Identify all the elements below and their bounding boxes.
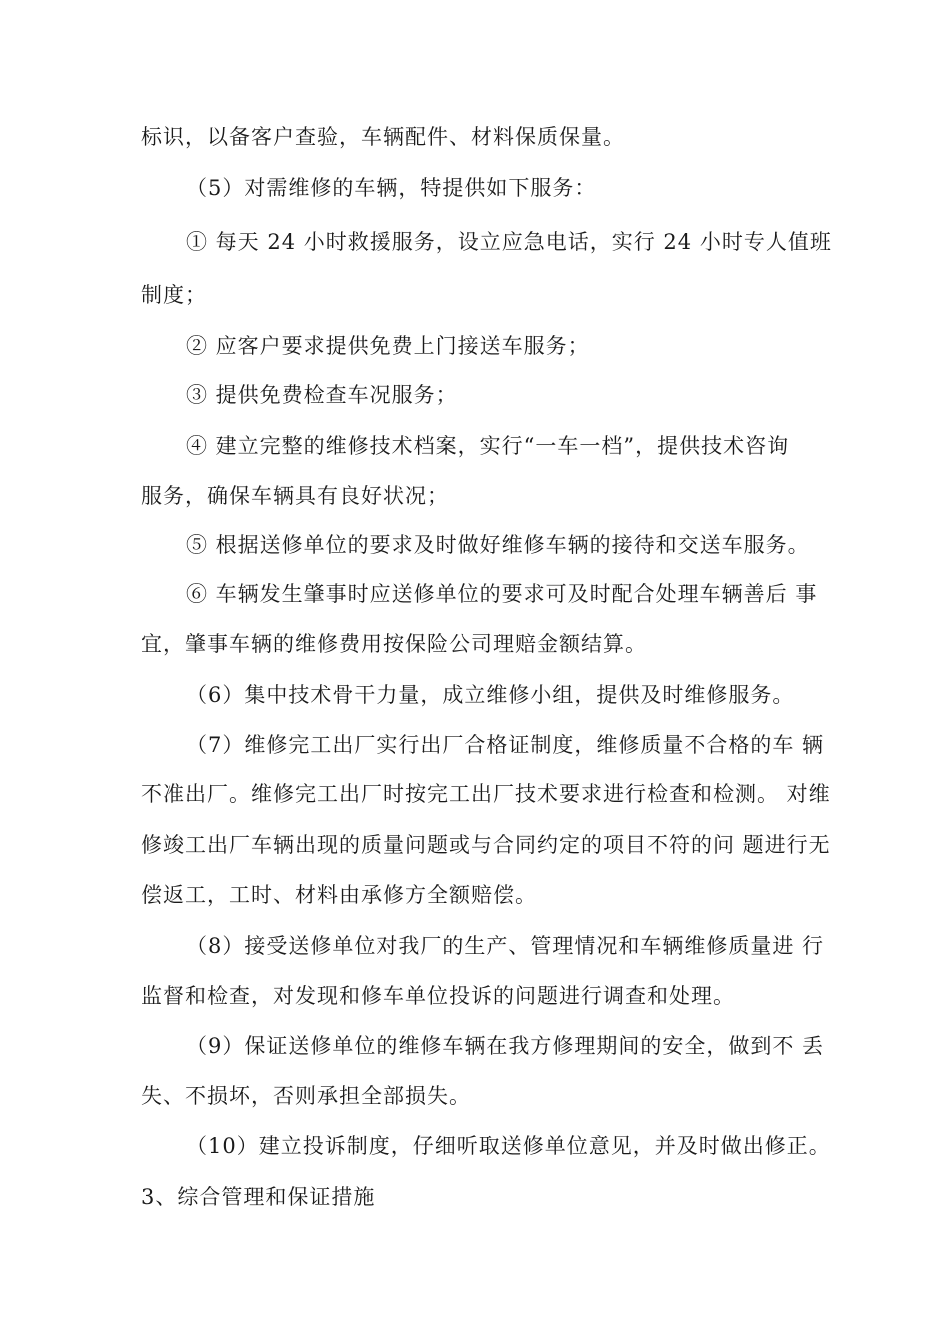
text-line: 服务，确保车辆具有良好状况； <box>141 484 449 508</box>
text-line: ② 应客户要求提供免费上门接送车服务； <box>186 334 590 358</box>
text-line: 失、不损坏，否则承担全部损失。 <box>141 1084 471 1108</box>
text-line: ⑥ 车辆发生肇事时应送修单位的要求可及时配合处理车辆善后 事 <box>186 582 818 606</box>
text-line: ④ 建立完整的维修技术档案，实行“一车一档”，提供技术咨询 <box>186 434 790 458</box>
text-line: 宜，肇事车辆的维修费用按保险公司理赔金额结算。 <box>141 632 647 656</box>
text-line: （10）建立投诉制度，仔细听取送修单位意见，并及时做出修正。 <box>186 1134 831 1158</box>
text-line: 修竣工出厂车辆出现的质量问题或与合同约定的项目不符的问 题进行无 <box>141 833 831 857</box>
text-line: 偿返工，工时、材料由承修方全额赔偿。 <box>141 883 537 907</box>
text-line: 不准出厂。维修完工出厂时按完工出厂技术要求进行检查和检测。 对维 <box>141 782 831 806</box>
text-line: ⑤ 根据送修单位的要求及时做好维修车辆的接待和交送车服务。 <box>186 533 810 557</box>
text-line: 制度； <box>141 283 207 307</box>
text-line: （9）保证送修单位的维修车辆在我方修理期间的安全，做到不 丢 <box>186 1034 825 1058</box>
section-heading: 3、综合管理和保证措施 <box>141 1185 376 1209</box>
text-line: （6）集中技术骨干力量，成立维修小组，提供及时维修服务。 <box>186 683 795 707</box>
text-line: 监督和检查，对发现和修车单位投诉的问题进行调查和处理。 <box>141 984 735 1008</box>
text-line: ① 每天 24 小时救援服务，设立应急电话，实行 24 小时专人值班 <box>186 230 832 254</box>
text-line: ③ 提供免费检查车况服务； <box>186 383 458 407</box>
text-line: 标识，以备客户查验，车辆配件、材料保质保量。 <box>141 125 625 149</box>
text-line: （8）接受送修单位对我厂的生产、管理情况和车辆维修质量进 行 <box>186 934 825 958</box>
text-line: （5）对需维修的车辆，特提供如下服务： <box>186 176 597 200</box>
text-line: （7）维修完工出厂实行出厂合格证制度，维修质量不合格的车 辆 <box>186 733 825 757</box>
